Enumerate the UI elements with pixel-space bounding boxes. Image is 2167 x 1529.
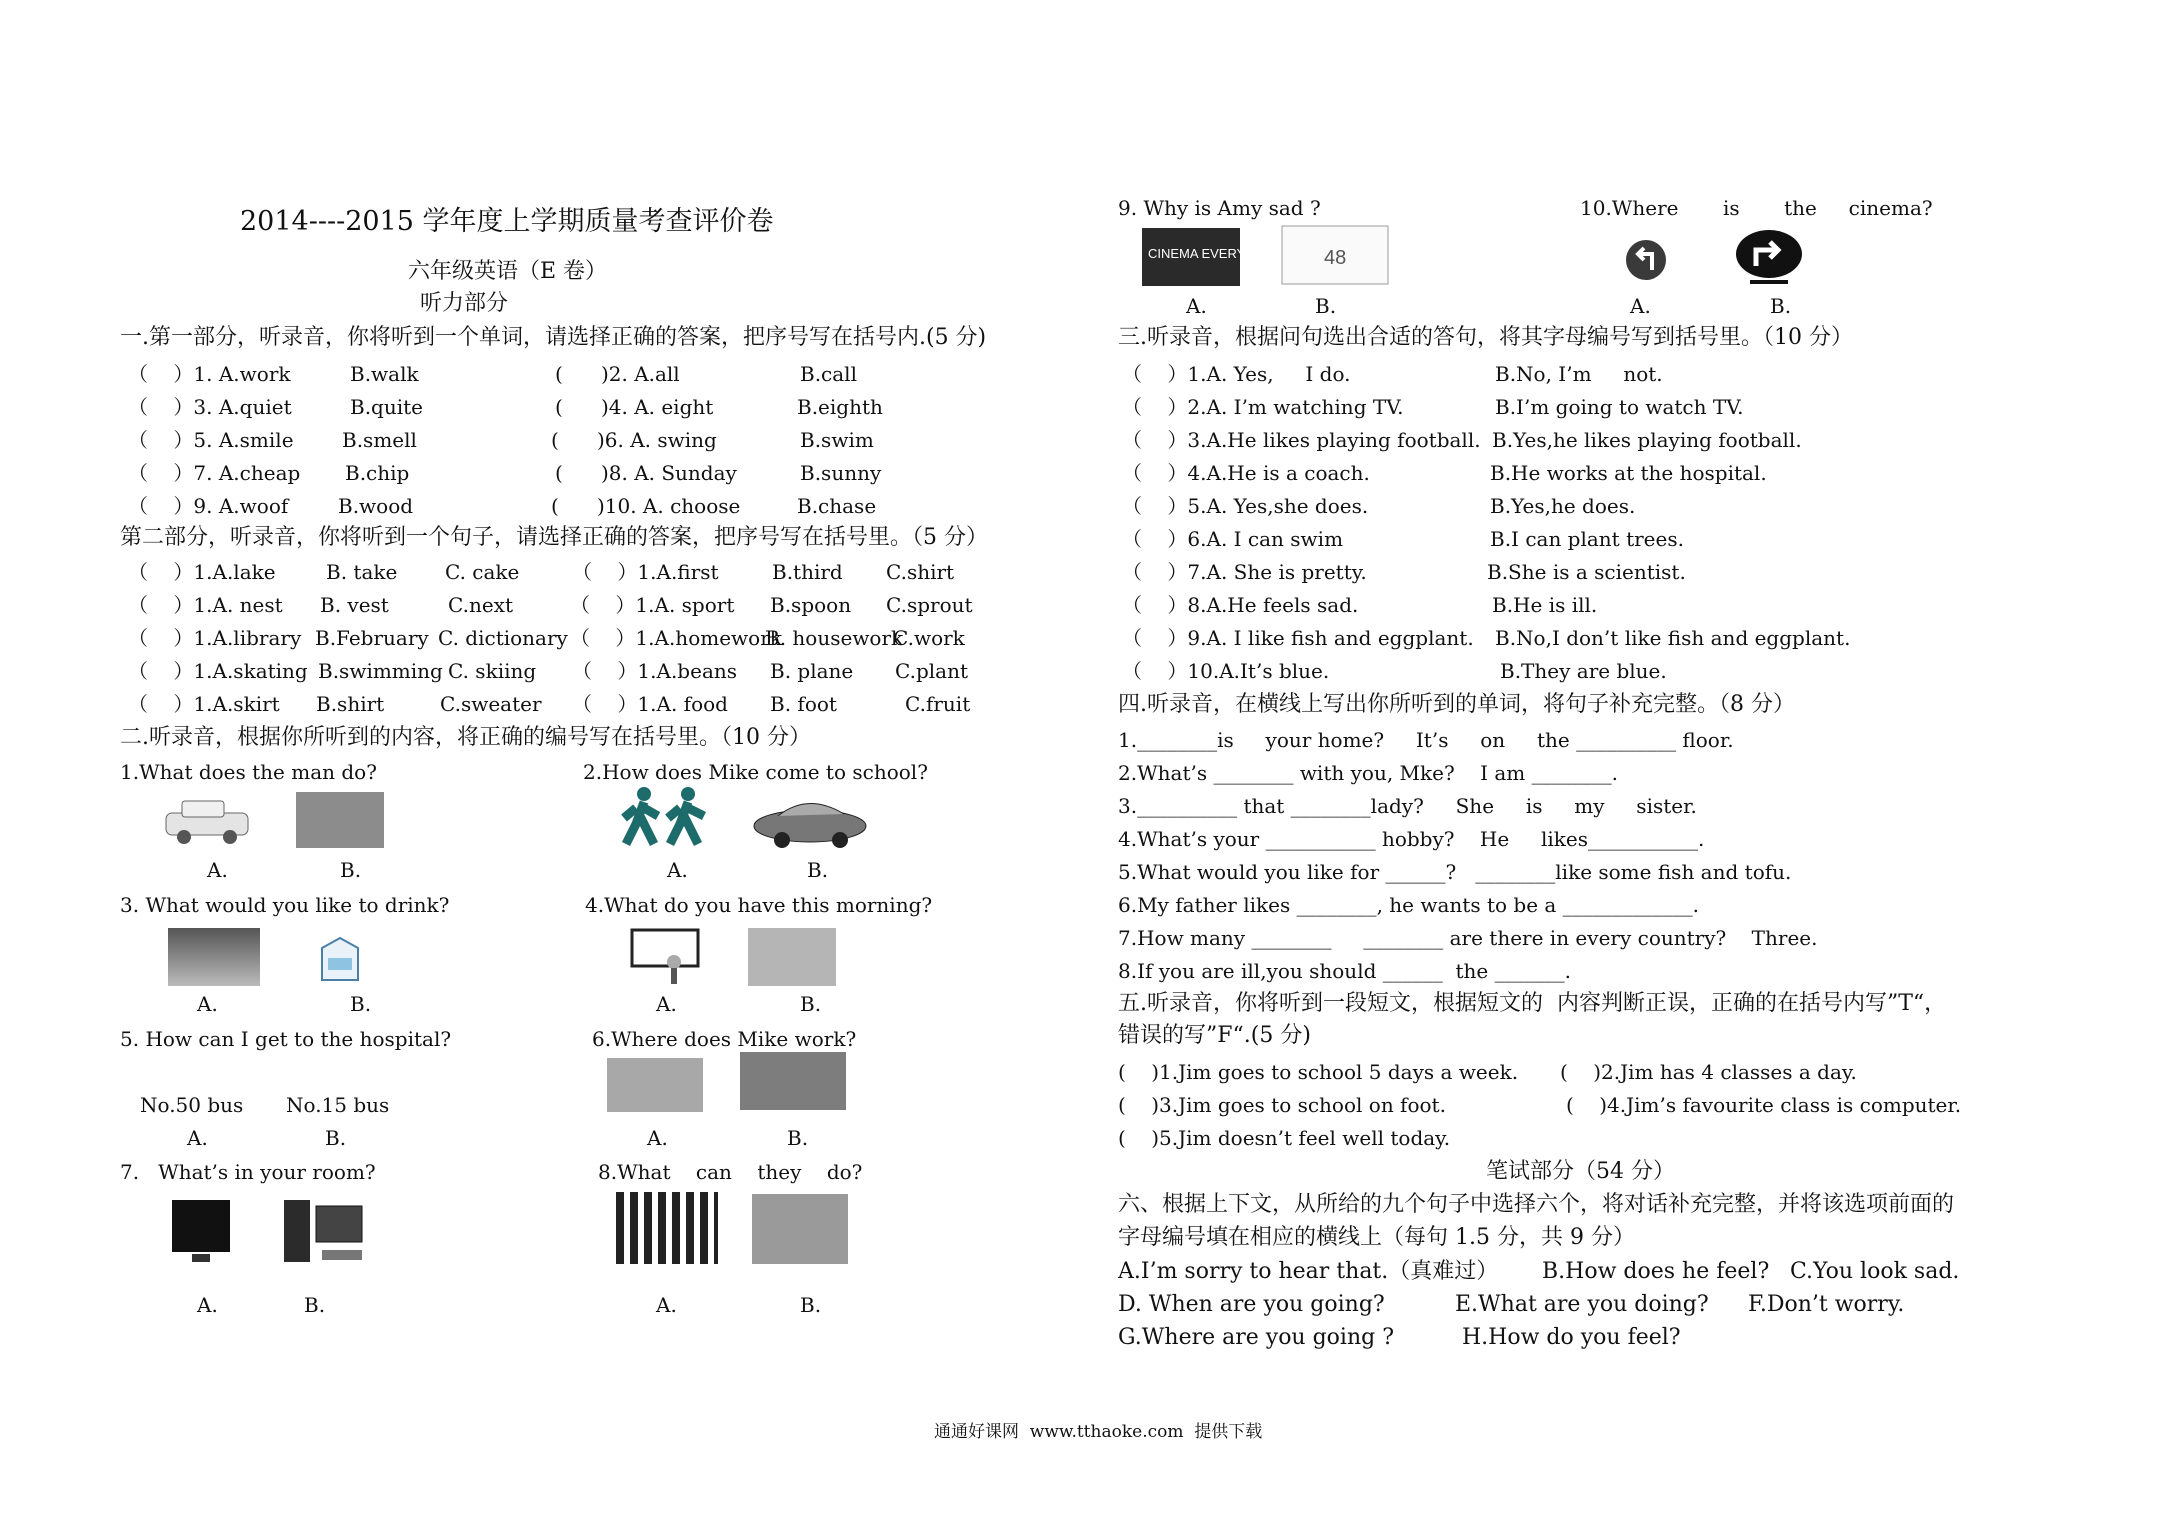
list-item: （ ）4.A.He is a coach. [1122, 461, 1370, 485]
fill-blank-line: 8.If you are ill,you should ______ the _______. [1118, 959, 1571, 983]
option-b: B. [800, 992, 822, 1016]
part6-title-line1: 六、根据上下文，从所给的九个句子中选择六个，将对话补充完整，并将该选项前面的 [1118, 1192, 1955, 1217]
choice-e: E.What are you doing? [1455, 1292, 1709, 1317]
teacher-blackboard-icon [630, 926, 702, 988]
list-item: （ ）8.A.He feels sad. [1122, 593, 1359, 617]
list-item: （ ）1.A.skirt [128, 692, 280, 716]
list-item: B.swimming [318, 659, 443, 683]
list-item: B.call [800, 362, 857, 386]
option-a: A. [197, 1293, 218, 1317]
list-item: （ ）1.A.library [128, 626, 302, 650]
list-item: B.February [315, 626, 429, 650]
list-item: （ ）10.A.It’s blue. [1122, 659, 1330, 683]
choice-c: C.You look sad. [1790, 1259, 1960, 1284]
list-item: B.spoon [770, 593, 852, 617]
list-item: B.They are blue. [1500, 659, 1667, 683]
option-b: B. [325, 1126, 347, 1150]
list-item: C.next [448, 593, 513, 617]
list-item: （ ）3.A.He likes playing football. [1122, 428, 1481, 452]
question-7: 7. What’s in your room? [120, 1160, 376, 1184]
option-a: A. [647, 1126, 668, 1150]
list-item: （ ）5.A. Yes,she does. [1122, 494, 1369, 518]
student-cartoon-image [748, 928, 836, 986]
list-item: B.He works at the hospital. [1490, 461, 1767, 485]
doctor-photo [296, 792, 384, 848]
list-item: （ ）1.A. food [572, 692, 728, 716]
list-item: C. dictionary [438, 626, 568, 650]
list-item: B. housework [765, 626, 904, 650]
water-photo [168, 928, 260, 986]
list-item: C.sprout [886, 593, 973, 617]
list-item: B.No, I’m not. [1495, 362, 1663, 386]
list-item: B.Yes,he likes playing football. [1492, 428, 1802, 452]
computer-icon [282, 1198, 366, 1266]
list-item: （ ）1.A. Yes, I do. [1122, 362, 1351, 386]
list-item: （ ）5. A.smile [128, 428, 294, 452]
list-item: （ ）7. A.cheap [128, 461, 301, 485]
option-b: B. [340, 858, 362, 882]
list-item: C.plant [895, 659, 968, 683]
list-item: B.quite [350, 395, 424, 419]
footer-text: 通通好课网 www.tthaoke.com 提供下载 [934, 1422, 1263, 1442]
question-8: 8.What can they do? [598, 1160, 863, 1184]
list-item: B.shirt [316, 692, 385, 716]
list-item: ( )6. A. swing [551, 428, 717, 452]
list-item: （ ）1. A.work [128, 362, 291, 386]
question-3: 3. What would you like to drink? [120, 893, 450, 917]
fill-blank-line: 3.__________ that ________lady? She is my sister. [1118, 794, 1697, 818]
choice-f: F.Don’t worry. [1748, 1292, 1905, 1317]
true-false-item: ( )4.Jim’s favourite class is computer. [1566, 1093, 1962, 1117]
fill-blank-line: 1.________is your home? It’s on the __________ floor. [1118, 728, 1734, 752]
list-item: （ ）1.A. sport [570, 593, 735, 617]
option-b: B. [304, 1293, 326, 1317]
fill-blank-line: 7.How many ________ ________ are there in every country? Three. [1118, 926, 1818, 950]
list-item: （ ）1.A.beans [572, 659, 738, 683]
option-a: A. [667, 858, 688, 882]
option-b: B. [787, 1126, 809, 1150]
doctors-photo [607, 1058, 703, 1112]
choice-g: G.Where are you going ? [1118, 1325, 1394, 1350]
list-item: B.Yes,he does. [1490, 494, 1636, 518]
bus-option-b: No.15 bus [286, 1093, 390, 1117]
list-item: B. foot [770, 692, 837, 716]
option-a: A. [656, 1293, 677, 1317]
option-b: B. [807, 858, 829, 882]
part4-title: 四.听录音，在横线上写出你所听到的单词，将句子补充完整。（8 分） [1118, 692, 1795, 717]
milk-carton-icon [316, 934, 364, 984]
listening-heading: 听力部分 [420, 291, 509, 316]
list-item: B.No,I don’t like fish and eggplant. [1495, 626, 1851, 650]
list-item: B.chip [345, 461, 410, 485]
test-score-text: 48 [1324, 247, 1347, 269]
part1-title: 一.第一部分，听录音，你将听到一个单词，请选择正确的答案，把序号写在括号内.(5 分) [120, 325, 987, 350]
list-item: （ ）9. A.woof [128, 494, 289, 518]
list-item: B.She is a scientist. [1487, 560, 1686, 584]
option-a: A. [1630, 294, 1651, 318]
fill-blank-line: 2.What’s ________ with you, Mke? I am ________. [1118, 761, 1618, 785]
swimmer-photo [752, 1194, 848, 1264]
true-false-item: ( )1.Jim goes to school 5 days a week. [1118, 1060, 1519, 1084]
list-item: B. take [326, 560, 398, 584]
list-item: （ ）9.A. I like fish and eggplant. [1122, 626, 1474, 650]
list-item: C.work [893, 626, 965, 650]
part2-title: 二.听录音，根据你所听到的内容，将正确的编号写在括号里。（10 分） [120, 725, 811, 750]
car-cartoon-image [748, 792, 878, 850]
question-5: 5. How can I get to the hospital? [120, 1027, 452, 1051]
list-item: ( )2. A.all [555, 362, 680, 386]
part5-title-line1: 五.听录音，你将听到一段短文，根据短文的 内容判断正误，正确的在括号内写”T“， [1118, 991, 1947, 1016]
part3-title: 三.听录音，根据问句选出合适的答句，将其字母编号写到括号里。（10 分） [1118, 325, 1853, 350]
question-2: 2.How does Mike come to school? [583, 760, 928, 784]
question-10: 10.Where is the cinema? [1580, 196, 1933, 220]
list-item: B.walk [350, 362, 419, 386]
list-item: B.third [772, 560, 843, 584]
option-a: A. [656, 992, 677, 1016]
list-item: B.eighth [797, 395, 883, 419]
list-item: C.sweater [440, 692, 542, 716]
list-item: （ ）1.A.homework [570, 626, 782, 650]
turn-left-sign-icon [1622, 238, 1670, 282]
option-a: A. [197, 992, 218, 1016]
list-item: ( )8. A. Sunday [555, 461, 737, 485]
option-a: A. [187, 1126, 208, 1150]
tv-icon [168, 1196, 234, 1266]
option-b: B. [800, 1293, 822, 1317]
turn-right-sign-icon [1732, 228, 1806, 286]
cinema-sign-text: CINEMA EVERYMAN [1148, 246, 1275, 261]
fill-blank-line: 6.My father likes ________, he wants to be a _____________. [1118, 893, 1700, 917]
list-item: B.swim [800, 428, 874, 452]
cinema-sign-image [1142, 228, 1275, 286]
choice-a: A.I’m sorry to hear that.（真难过） [1118, 1259, 1499, 1284]
true-false-item: ( )3.Jim goes to school on foot. [1118, 1093, 1446, 1117]
list-item: （ ）1.A.skating [128, 659, 308, 683]
hospital-building-photo [740, 1052, 846, 1110]
fill-blank-line: 5.What would you like for ______? ________like some fish and tofu. [1118, 860, 1792, 884]
list-item: B.smell [342, 428, 417, 452]
option-b: B. [1770, 294, 1792, 318]
list-item: B. vest [320, 593, 389, 617]
choice-h: H.How do you feel? [1462, 1325, 1681, 1350]
question-4: 4.What do you have this morning? [585, 893, 933, 917]
part6-title-line2: 字母编号填在相应的横线上（每句 1.5 分，共 9 分） [1118, 1225, 1635, 1250]
taxi-driver-image [158, 795, 258, 847]
option-a: A. [207, 858, 228, 882]
written-section-title: 笔试部分（54 分） [1486, 1159, 1675, 1184]
part1b-title: 第二部分，听录音，你将听到一个句子，请选择正确的答案，把序号写在括号里。（5 分） [120, 525, 988, 550]
true-false-item: ( )2.Jim has 4 classes a day. [1560, 1060, 1857, 1084]
list-item: B.chase [797, 494, 877, 518]
list-item: C. skiing [448, 659, 537, 683]
list-item: C. cake [445, 560, 520, 584]
list-item: B.I’m going to watch TV. [1495, 395, 1744, 419]
choice-d: D. When are you going? [1118, 1292, 1385, 1317]
list-item: C.fruit [905, 692, 971, 716]
list-item: ( )10. A. choose [551, 494, 741, 518]
list-item: （ ）1.A.lake [128, 560, 276, 584]
part5-title-line2: 错误的写”F“.(5 分) [1118, 1023, 1311, 1048]
list-item: （ ）3. A.quiet [128, 395, 292, 419]
list-item: B.sunny [800, 461, 882, 485]
choice-b: B.How does he feel? [1542, 1259, 1770, 1284]
exam-subtitle: 六年级英语（E 卷） [408, 259, 608, 284]
list-item: （ ）1.A.first [572, 560, 719, 584]
option-a: A. [1186, 294, 1207, 318]
question-6: 6.Where does Mike work? [592, 1027, 857, 1051]
fill-blank-line: 4.What’s your ___________ hobby? He likes___________. [1118, 827, 1705, 851]
list-item: （ ）6.A. I can swim [1122, 527, 1344, 551]
list-item: （ ）2.A. I’m watching TV. [1122, 395, 1404, 419]
option-b: B. [350, 992, 372, 1016]
walking-people-icon [622, 786, 714, 848]
list-item: B.I can plant trees. [1490, 527, 1684, 551]
question-1: 1.What does the man do? [120, 760, 377, 784]
list-item: （ ）1.A. nest [128, 593, 283, 617]
option-b: B. [1315, 294, 1337, 318]
test-paper-image [1280, 224, 1390, 286]
question-9: 9. Why is Amy sad ? [1118, 196, 1321, 220]
list-item: B. plane [770, 659, 854, 683]
martial-arts-silhouettes-image [616, 1192, 718, 1264]
bus-option-a: No.50 bus [140, 1093, 244, 1117]
list-item: B.He is ill. [1492, 593, 1598, 617]
list-item: （ ）7.A. She is pretty. [1122, 560, 1367, 584]
list-item: C.shirt [886, 560, 955, 584]
true-false-item: ( )5.Jim doesn’t feel well today. [1118, 1126, 1451, 1150]
list-item: ( )4. A. eight [555, 395, 714, 419]
exam-title: 2014----2015 学年度上学期质量考查评价卷 [240, 206, 774, 237]
list-item: B.wood [338, 494, 414, 518]
